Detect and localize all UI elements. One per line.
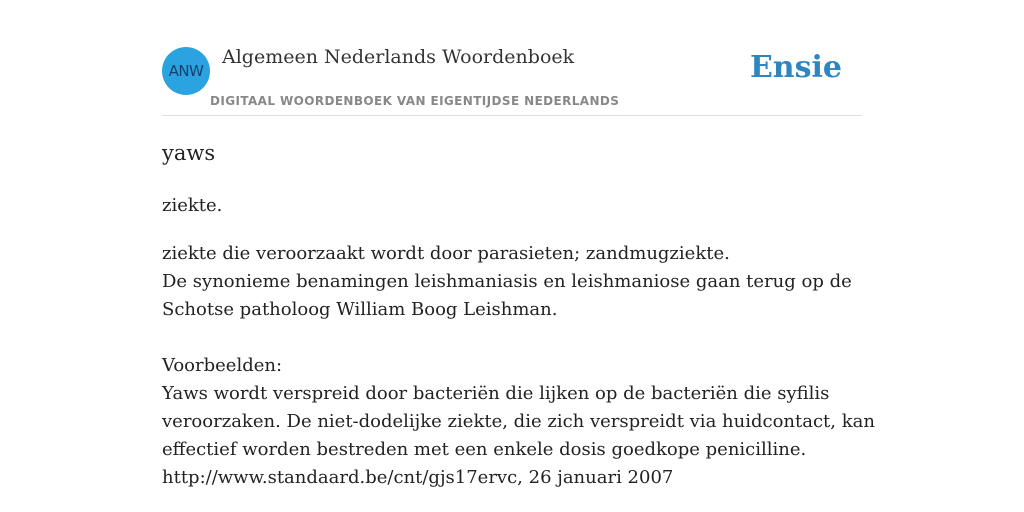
- definition-line: ziekte die veroorzaakt wordt door parasieten; zandmugziekte.: [162, 243, 730, 264]
- entry-headword: yaws: [162, 141, 216, 165]
- anw-logo-icon[interactable]: ANW: [162, 47, 210, 95]
- examples-label: Voorbeelden:: [162, 355, 283, 376]
- entry-body: [162, 240, 875, 492]
- entry-category: ziekte.: [162, 195, 223, 216]
- paragraph-gap: [162, 324, 862, 352]
- definition-line: Schotse patholoog William Boog Leishman.: [162, 299, 558, 320]
- site-title[interactable]: Algemeen Nederlands Woordenboek: [222, 46, 575, 68]
- ensie-brand-link[interactable]: Ensie: [749, 50, 842, 85]
- example-source-line: http://www.standaard.be/cnt/gjs17ervc, 26 januari 2007: [162, 467, 674, 488]
- definition-line: De synonieme benamingen leishmaniasis en leishmaniose gaan terug op de: [162, 271, 852, 292]
- header-divider: [162, 115, 862, 116]
- example-line: effectief worden bestreden met een enkele dosis goedkope penicilline.: [162, 439, 807, 460]
- site-subtitle: DIGITAAL WOORDENBOEK VAN EIGENTIJDSE NEDERLANDS: [210, 94, 620, 108]
- example-line: Yaws wordt verspreid door bacteriën die lijken op de bacteriën die syfilis: [162, 383, 830, 404]
- example-line: veroorzaken. De niet-dodelijke ziekte, die zich verspreidt via huidcontact, kan: [162, 411, 875, 432]
